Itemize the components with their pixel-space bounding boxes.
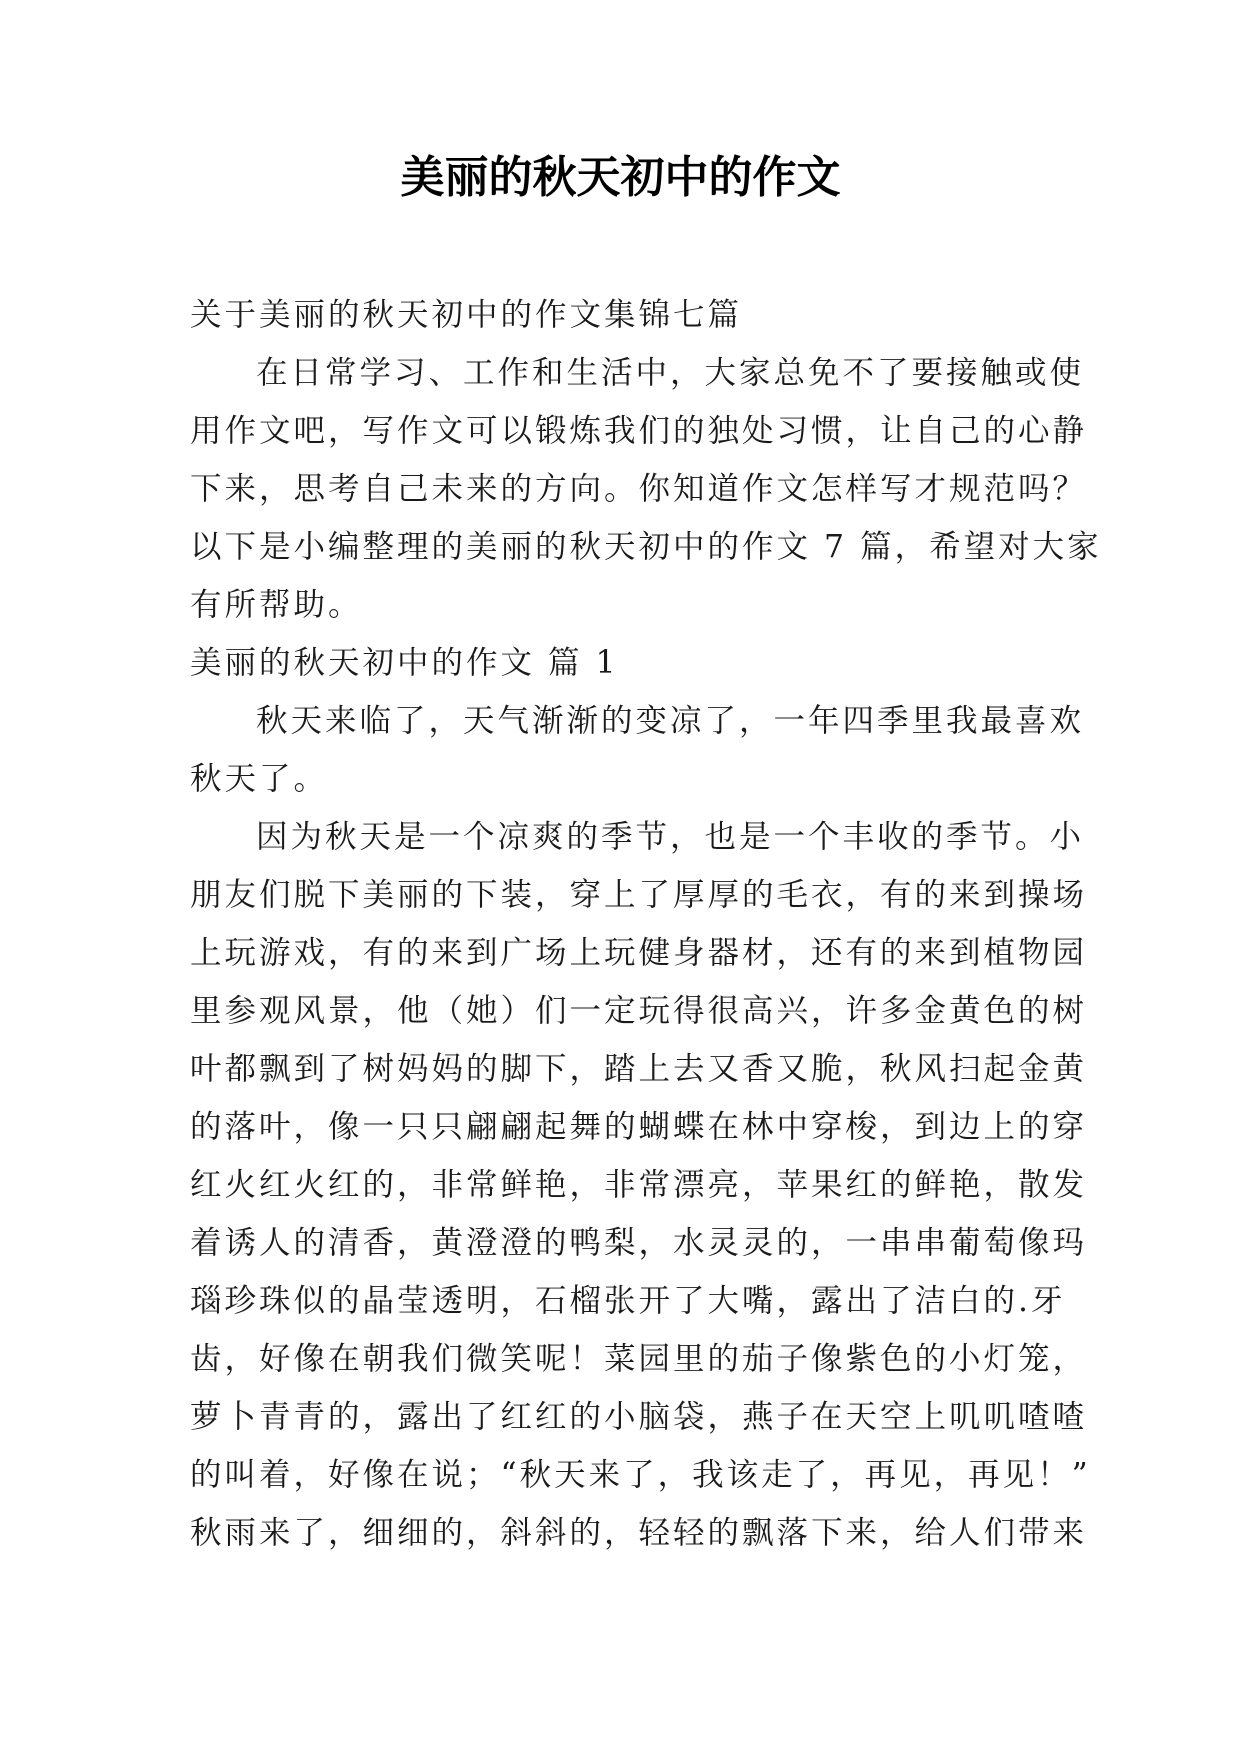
paragraph-line: 朋友们脱下美丽的下装，穿上了厚厚的毛衣，有的来到操场: [190, 877, 1088, 913]
paragraph-line: 在日常学习、工作和生活中，大家总免不了要接触或使: [256, 355, 1085, 391]
paragraph-line: 齿，好像在朝我们微笑呢！菜园里的茄子像紫色的小灯笼，: [190, 1341, 1088, 1377]
paragraph-line: 有所帮助。: [190, 587, 363, 623]
paragraph-line: 以下是小编整理的美丽的秋天初中的作文 7 篇，希望对大家: [190, 529, 1102, 565]
paragraph-line: 秋天了。: [190, 761, 329, 797]
section-heading: 美丽的秋天初中的作文 篇 1: [190, 645, 619, 681]
paragraph-line: 的落叶，像一只只翩翩起舞的蝴蝶在林中穿梭，到边上的穿: [190, 1109, 1088, 1145]
paragraph-line: 秋雨来了，细细的，斜斜的，轻轻的飘落下来，给人们带来: [190, 1515, 1088, 1551]
paragraph-line: 着诱人的清香，黄澄澄的鸭梨，水灵灵的，一串串葡萄像玛: [190, 1225, 1088, 1261]
section-heading: 关于美丽的秋天初中的作文集锦七篇: [190, 297, 743, 333]
paragraph-line: 叶都飘到了树妈妈的脚下，踏上去又香又脆，秋风扫起金黄: [190, 1051, 1088, 1087]
paragraph-line: 秋天来临了，天气渐渐的变凉了，一年四季里我最喜欢: [256, 703, 1085, 739]
paragraph-line: 的叫着，好像在说；“秋天来了，我该走了，再见，再见！”: [190, 1457, 1091, 1493]
paragraph-line: 萝卜青青的，露出了红红的小脑袋，燕子在天空上叽叽喳喳: [190, 1399, 1088, 1435]
document-title: 美丽的秋天初中的作文: [400, 152, 841, 203]
document-body: [190, 286, 1102, 1562]
paragraph-line: 下来，思考自己未来的方向。你知道作文怎样写才规范吗？: [190, 471, 1088, 507]
paragraph-line: 红火红火红的，非常鲜艳，非常漂亮，苹果红的鲜艳，散发: [190, 1167, 1088, 1203]
paragraph-line: 用作文吧，写作文可以锻炼我们的独处习惯，让自己的心静: [190, 413, 1088, 449]
paragraph-line: 上玩游戏，有的来到广场上玩健身器材，还有的来到植物园: [190, 935, 1088, 971]
paragraph-line: 瑙珍珠似的晶莹透明，石榴张开了大嘴，露出了洁白的.牙: [190, 1283, 1066, 1319]
paragraph-line: 里参观风景，他（她）们一定玩得很高兴，许多金黄色的树: [190, 993, 1088, 1029]
paragraph-line: 因为秋天是一个凉爽的季节，也是一个丰收的季节。小: [256, 819, 1085, 855]
